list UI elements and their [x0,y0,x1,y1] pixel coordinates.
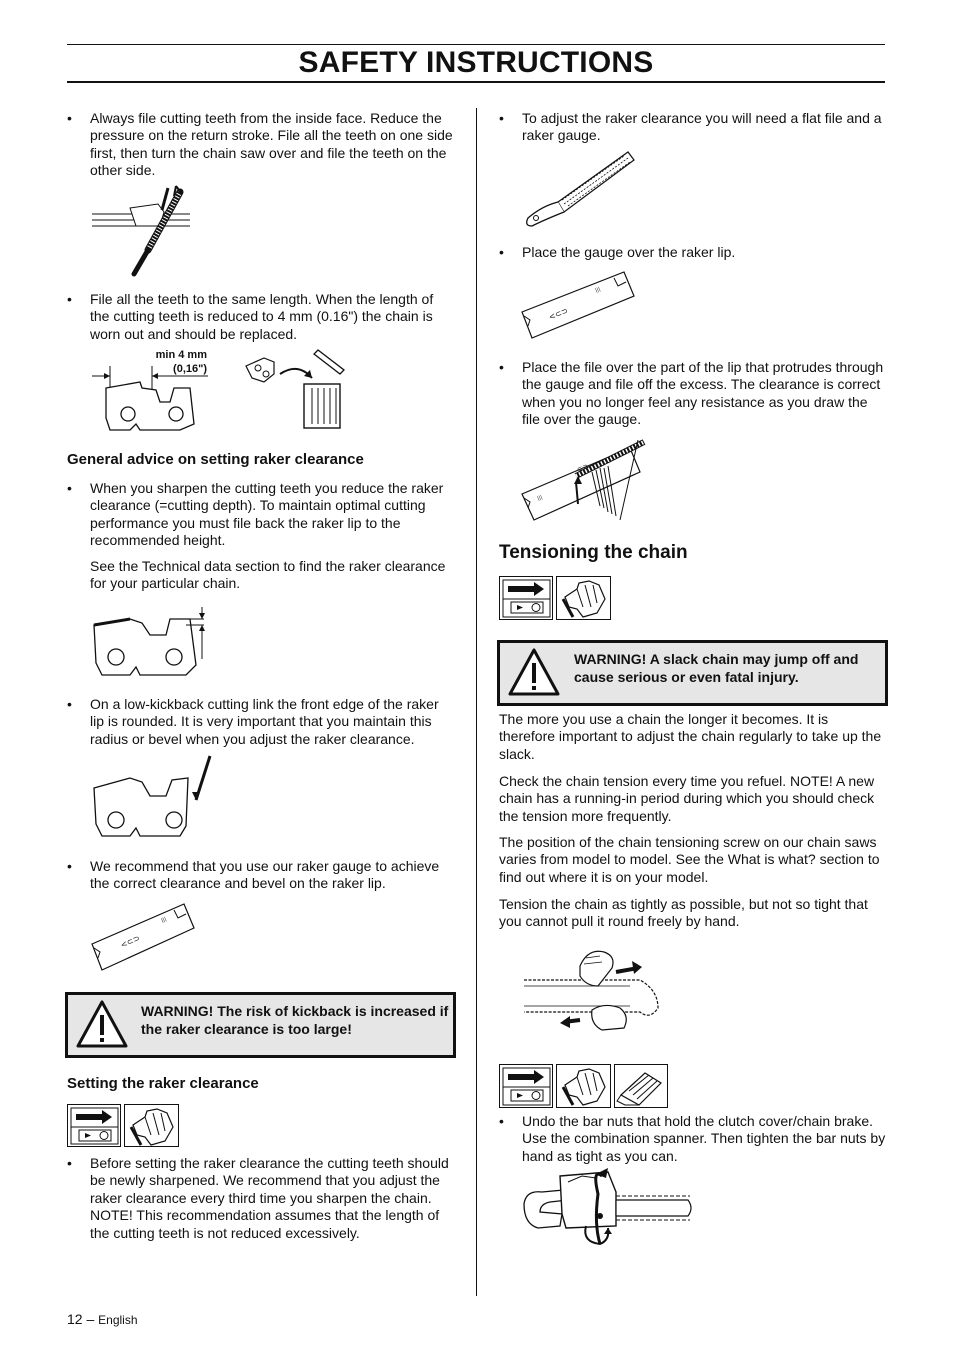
svg-text:<⊂⊃: <⊂⊃ [547,305,570,322]
raker-clearance-illustration [90,605,220,680]
bullet-marker: • [67,110,72,126]
bullet-before-setting [67,1155,455,1242]
warning-triangle-icon [75,999,129,1049]
bullet-marker: • [67,858,72,874]
paragraph-check-tension: Check the chain tension every time you refuel. NOTE! A new chain has a running-in period during which you should check the tension more frequently. [499,773,875,824]
bullet-paragraph-1: When you sharpen the cutting teeth you reduce the raker clearance (=cutting depth). To maintain optimal cutting performance you must file back the raker lip to the recommended height. [90,480,444,549]
bullet-marker: • [499,359,504,375]
protective-glove-icon-box [556,1064,611,1108]
stop-engine-icon [500,577,554,621]
bullet-raker-gauge [67,858,455,893]
bullet-text: We recommend that you use our raker gauge to achieve the correct clearance and bevel on the raker lip. [90,858,440,892]
warning-kickback-box [65,992,456,1058]
protective-glove-icon [125,1105,180,1148]
warning-slack-chain-text: WARNING! A slack chain may jump off and cause serious or even fatal injury. [574,651,859,685]
bullet-file-inside-face [67,110,455,180]
heading-tensioning-chain: Tensioning the chain [499,542,688,563]
cleaning-brush-icon-box [614,1064,668,1108]
stop-engine-icon [500,1065,554,1109]
column-divider [476,108,477,1296]
svg-text:|||: ||| [594,286,602,294]
bullet-text: Always file cutting teeth from the inside face. Reduce the pressure on the return stroke. File all the teeth on one side first, then turn the chain saw over and file the teeth on the other side. [90,110,453,179]
min-length-inches: (0,16") [173,363,207,375]
bullet-text: Before setting the raker clearance the cutting teeth should be newly sharpened. We recommend that you adjust the raker clearance every third time you sharpen the chain. NOTE! This recommendation assumes that the length of the cutting teeth is not reduced excessively. [90,1155,449,1241]
gauge-on-raker-illustration [520,268,640,343]
warning-kickback-text: WARNING! The risk of kickback is increased if the raker clearance is too large! [141,1003,449,1037]
bullet-undo-bar-nuts [499,1113,887,1165]
bullet-text: On a low-kickback cutting link the front edge of the raker lip is rounded. It is very important that you maintain this radius or bevel when you adjust the raker clearance. [90,696,439,747]
cleaning-brush-icon [615,1065,669,1109]
stop-engine-icon [68,1105,122,1148]
bullet-marker: • [67,291,72,307]
min-length-value: min 4 mm [155,349,207,361]
svg-text:<⊂⊃: <⊂⊃ [119,933,142,950]
bullet-low-kickback-link [67,696,455,748]
bullet-marker: • [67,1155,72,1171]
heading-setting-raker: Setting the raker clearance [67,1075,259,1092]
rounded-raker-lip-illustration [90,754,220,842]
bullet-marker: • [67,696,72,712]
bullet-place-gauge [499,244,887,261]
discard-chain-bin-illustration [240,348,350,430]
bullet-text [90,480,455,592]
header-bottom-rule [67,81,885,83]
protective-glove-icon [557,1065,612,1109]
stop-engine-icon-box [67,1104,121,1147]
svg-text:⊂⊃: ⊂⊃ [575,462,590,474]
flat-file-illustration [520,150,640,230]
warning-triangle-icon [507,647,561,697]
bullet-text: To adjust the raker clearance you will need a flat file and a raker gauge. [522,110,882,144]
svg-text:|||: ||| [160,916,168,924]
protective-glove-icon-box [556,576,611,620]
bullet-marker: • [499,244,504,260]
svg-text:|||: ||| [536,494,544,502]
bullet-text: Undo the bar nuts that hold the clutch cover/chain brake. Use the combination spanner. Then tighten the bar nuts by hand as tight as you can. [522,1113,886,1164]
warning-slack-chain-box [497,640,888,706]
page-title: SAFETY INSTRUCTIONS [298,46,654,79]
paragraph-tension-tightly: Tension the chain as tightly as possible, but not so tight that you cannot pull it round freely by hand. [499,896,868,930]
bullet-file-same-length [67,291,455,343]
protective-glove-icon [557,577,612,621]
bullet-marker: • [499,110,504,126]
raker-gauge-illustration [90,900,200,975]
paragraph-tensioning-screw: The position of the chain tensioning screw on our chain saws varies from model to model. See the What is what? section to find out where it is on your model. [499,834,880,885]
bullet-file-over-lip [499,359,887,429]
stop-engine-icon-box [499,1064,553,1108]
page-footer [67,1311,138,1329]
filing-through-gauge-illustration [520,436,650,524]
protective-glove-icon-box [124,1104,179,1147]
page-number: 12 – [67,1311,95,1327]
paragraph-chain-lengthens: The more you use a chain the longer it becomes. It is therefore important to adjust the chain regularly to take up the slack. [499,711,882,762]
bullet-reduce-raker-clearance [67,480,455,600]
bullet-paragraph-2: See the Technical data section to find the raker clearance for your particular chain. [90,557,446,592]
worn-tooth-measurement-illustration [90,358,220,433]
hand-pulling-chain-illustration [520,946,670,1036]
footer-language: English [98,1313,138,1327]
bullet-text: Place the file over the part of the lip that protrudes through the gauge and file off the excess. The clearance is correct when you no longer feel any resistance as you draw the file over the gauge. [522,359,884,428]
stop-engine-icon-box [499,576,553,620]
heading-raker-advice: General advice on setting raker clearance [67,451,364,468]
bullet-text: File all the teeth to the same length. When the length of the cutting teeth is reduced to 4 mm (0.16") the chain is worn out and should be replaced. [90,291,434,342]
bullet-marker: • [499,1113,504,1129]
bullet-text: Place the gauge over the raker lip. [522,244,736,260]
bullet-marker: • [67,480,72,496]
bullet-flat-file-gauge [499,110,887,145]
chainsaw-bar-nuts-illustration [520,1164,700,1254]
file-cutting-tooth-illustration [90,182,200,277]
